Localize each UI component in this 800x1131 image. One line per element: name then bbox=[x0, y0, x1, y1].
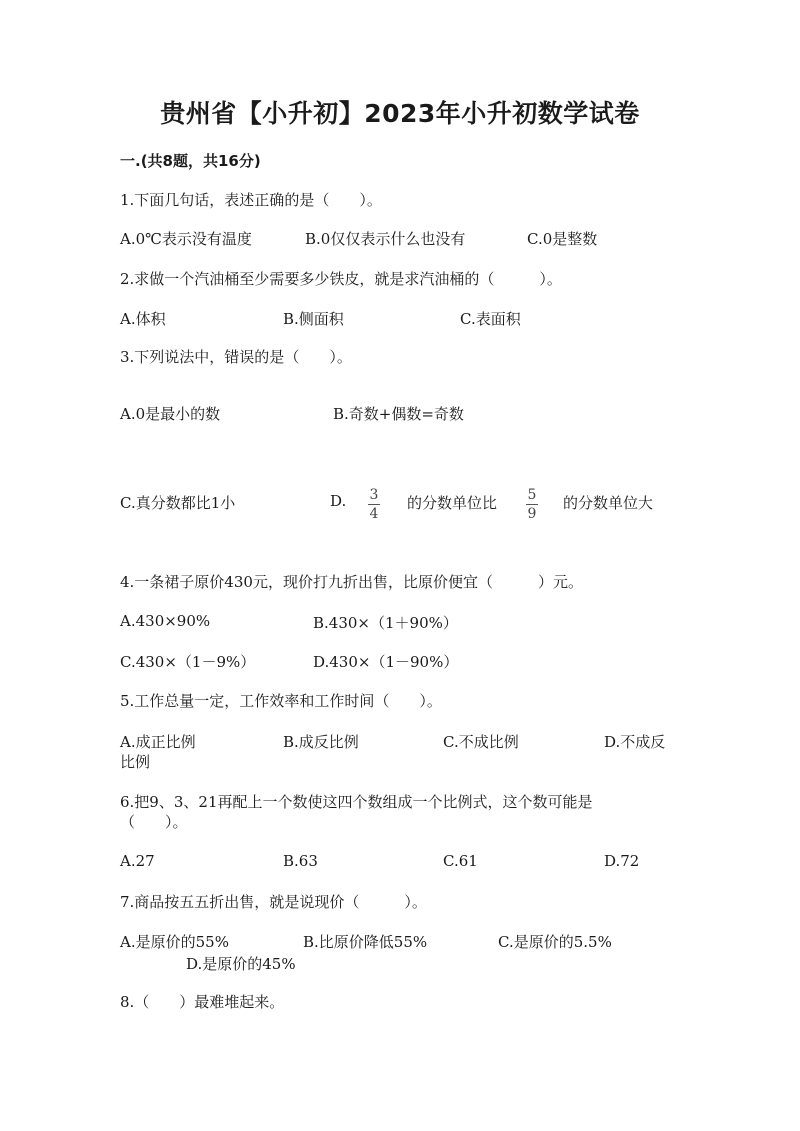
fraction-three-fourths bbox=[368, 484, 380, 522]
question-3-option-a: A.0是最小的数 bbox=[120, 405, 221, 423]
question-1-option-b: B.0仅仅表示什么也没有 bbox=[305, 230, 466, 248]
fraction-bar bbox=[526, 504, 538, 505]
question-8-stem: 8.（ ）最难堆起来。 bbox=[120, 993, 285, 1011]
question-6-option-d: D.72 bbox=[604, 852, 640, 870]
question-7-option-c: C.是原价的5.5% bbox=[498, 933, 612, 951]
page-title: 贵州省【小升初】2023年小升初数学试卷 bbox=[160, 99, 640, 128]
question-7-option-d: D.是原价的45% bbox=[186, 955, 296, 973]
question-5-option-d-continued: 比例 bbox=[120, 753, 151, 771]
fraction-bar bbox=[368, 504, 380, 505]
question-5-option-c: C.不成比例 bbox=[443, 733, 519, 751]
question-2-option-b: B.侧面积 bbox=[283, 310, 344, 328]
fraction-denominator: 4 bbox=[369, 506, 379, 522]
question-5-option-d: D.不成反 bbox=[604, 733, 666, 751]
question-6-stem: 6.把9、3、21再配上一个数使这四个数组成一个比例式，这个数可能是 bbox=[120, 793, 593, 811]
question-3-option-c: C.真分数都比1小 bbox=[120, 494, 236, 512]
question-1-stem: 1.下面几句话，表述正确的是（ ）。 bbox=[120, 191, 382, 209]
question-5-option-a: A.成正比例 bbox=[120, 733, 196, 751]
question-6-option-b: B.63 bbox=[283, 852, 318, 870]
fraction-numerator: 3 bbox=[369, 487, 379, 503]
question-4-option-d: D.430×（1－90%） bbox=[313, 653, 459, 671]
question-3-stem: 3.下列说法中，错误的是（ ）。 bbox=[120, 348, 352, 366]
question-4-option-a: A.430×90% bbox=[120, 612, 211, 630]
question-5-stem: 5.工作总量一定，工作效率和工作时间（ ）。 bbox=[120, 692, 442, 710]
fraction-five-ninths bbox=[526, 484, 538, 522]
question-6-option-c: C.61 bbox=[443, 852, 478, 870]
question-3-option-b: B.奇数+偶数=奇数 bbox=[333, 405, 464, 423]
question-4-stem: 4.一条裙子原价430元，现价打九折出售，比原价便宜（ ）元。 bbox=[120, 573, 583, 591]
section-heading: 一.(共8题，共16分) bbox=[120, 152, 261, 170]
question-3-option-d-prefix: D. bbox=[330, 492, 347, 510]
question-2-stem: 2.求做一个汽油桶至少需要多少铁皮，就是求汽油桶的（ ）。 bbox=[120, 270, 562, 288]
fraction-denominator: 9 bbox=[527, 506, 537, 522]
question-1-option-c: C.0是整数 bbox=[527, 230, 598, 248]
question-2-option-a: A.体积 bbox=[120, 310, 166, 328]
question-4-option-c: C.430×（1－9%） bbox=[120, 653, 256, 671]
fraction-numerator: 5 bbox=[527, 487, 537, 503]
question-4-option-b: B.430×（1＋90%） bbox=[313, 614, 458, 632]
question-2-option-c: C.表面积 bbox=[460, 310, 521, 328]
question-1-option-a: A.0℃表示没有温度 bbox=[120, 230, 252, 248]
question-7-option-a: A.是原价的55% bbox=[120, 933, 229, 951]
question-6-option-a: A.27 bbox=[120, 852, 155, 870]
question-3-option-d-suffix: 的分数单位大 bbox=[563, 494, 654, 512]
question-7-stem: 7.商品按五五折出售，就是说现价（ ）。 bbox=[120, 893, 427, 911]
question-5-option-b: B.成反比例 bbox=[283, 733, 359, 751]
question-6-stem-continued: （ ）。 bbox=[120, 813, 188, 831]
question-7-option-b: B.比原价降低55% bbox=[303, 933, 428, 951]
question-3-option-d-middle: 的分数单位比 bbox=[407, 494, 498, 512]
